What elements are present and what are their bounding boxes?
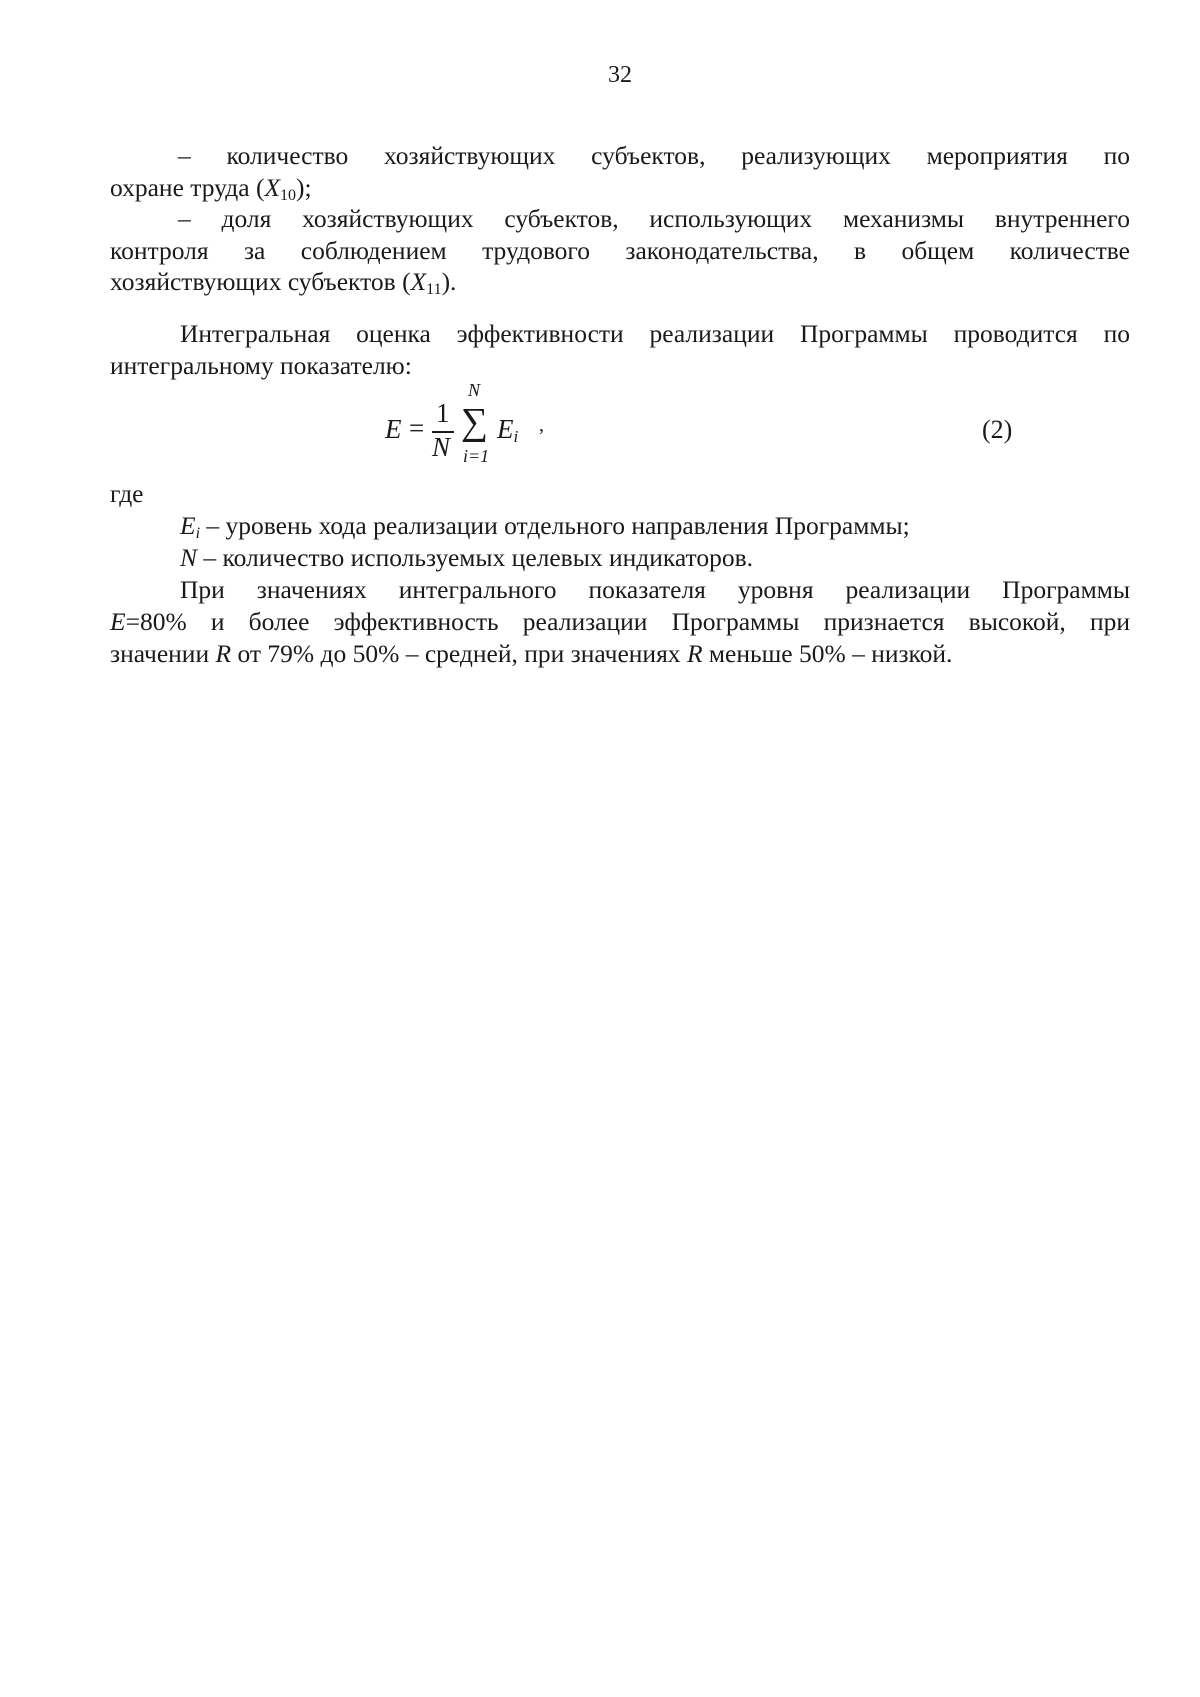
integral-intro-line1: Интегральная оценка эффективности реализации Программы проводится по	[180, 319, 1130, 348]
var-n: N	[180, 543, 198, 572]
formula-equals: =	[409, 413, 425, 443]
conclusion-line3-a: значении	[110, 639, 216, 668]
conclusion-line3-c: меньше 50% – низкой.	[702, 639, 953, 668]
formula-number: (2)	[982, 415, 1013, 444]
var-e-sub: i	[195, 525, 201, 542]
var-e: E	[180, 511, 196, 540]
bullet-x10-line2	[110, 172, 1130, 205]
bullet-x10-line1: – количество хозяйствующих субъектов, реализующих мероприятия по	[178, 141, 1130, 170]
sum-sign: ∑	[461, 401, 489, 443]
formula-denominator: N	[432, 432, 451, 462]
integral-intro-line2: интегральному показателю:	[110, 351, 412, 380]
conclusion-line3	[110, 638, 1130, 671]
formula-term-sub: i	[513, 427, 519, 446]
bullet-x11-line3	[110, 266, 1130, 299]
var-x: X	[410, 267, 427, 296]
conclusion-line2	[110, 606, 1130, 639]
formula-term: E	[497, 414, 514, 444]
definition-ei-text: – уровень хода реализации отдельного направления Программы;	[200, 511, 910, 540]
conclusion-line3-b: от 79% до 50% – средней, при значениях	[231, 639, 687, 668]
subscript-10: 10	[280, 187, 297, 204]
var-x: X	[264, 173, 281, 202]
formula-trailing: ,	[539, 414, 544, 436]
bullet-x11-line1: – доля хозяйствующих субъектов, использующих механизмы внутреннего	[178, 204, 1130, 233]
where-label: где	[110, 479, 144, 508]
sum-upper-limit: N	[468, 380, 481, 400]
conclusion-line2-text: =80% и более эффективность реализации Программы признается высокой, при	[125, 607, 1130, 636]
definition-ei	[180, 510, 1140, 543]
formula-numerator: 1	[436, 398, 450, 428]
var-e: E	[110, 607, 126, 636]
formula-lhs: E	[385, 414, 402, 444]
conclusion-line1: При значениях интегрального показателя уровня реализации Программы	[180, 575, 1130, 604]
bullet-x11-close: ).	[441, 267, 457, 296]
subscript-11: 11	[426, 281, 442, 298]
bullet-x11-line2: контроля за соблюдением трудового законодательства, в общем количестве	[110, 236, 1130, 265]
var-r: R	[686, 639, 703, 668]
bullet-x11-text: хозяйствующих субъектов (	[110, 267, 411, 296]
definition-n-text: – количество используемых целевых индикаторов.	[197, 543, 754, 572]
bullet-x10-close: );	[296, 173, 312, 202]
page-number: 32	[608, 62, 632, 88]
bullet-x10-text: охране труда (	[110, 173, 265, 202]
formula-2	[385, 380, 585, 478]
sum-lower-limit: i=1	[463, 446, 490, 466]
definition-n	[180, 542, 1140, 575]
var-r: R	[215, 639, 232, 668]
